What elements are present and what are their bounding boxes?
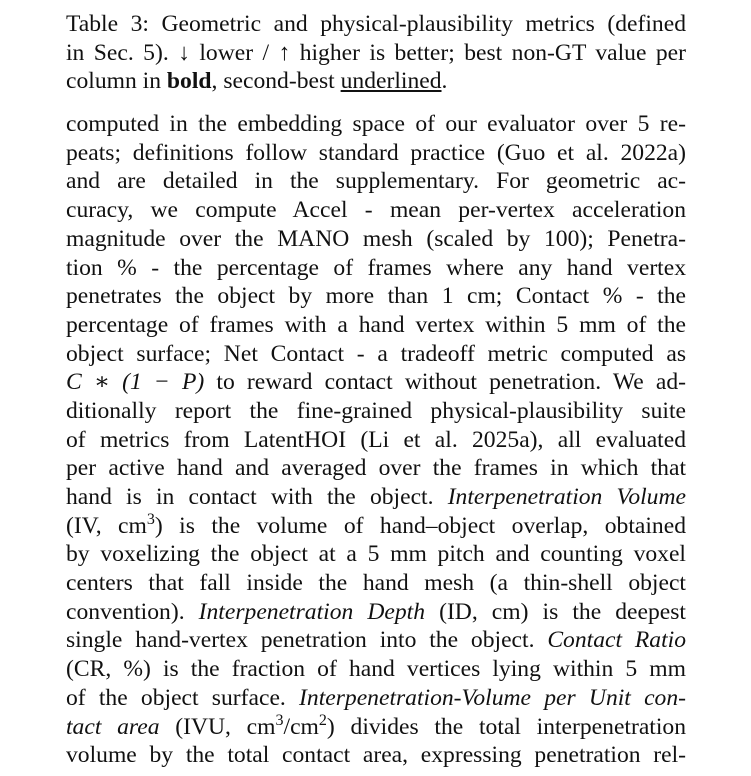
body-line: volume by the total contact area, expressing penetration rel-	[66, 742, 686, 769]
body-line	[66, 626, 686, 655]
caption-line: in Sec. 5). ↓ lower / ↑ higher is better; best non-GT value per	[66, 39, 686, 66]
term-ivu: Interpenetration-Volume per Unit con-	[299, 684, 686, 711]
body-text: hand is in contact with the object.	[66, 484, 448, 510]
body-line	[66, 483, 686, 512]
superscript: 3	[146, 510, 155, 528]
term-ivu-continued: tact area	[66, 713, 160, 740]
body-line	[66, 512, 686, 541]
paper-page	[66, 10, 686, 770]
table-caption	[66, 10, 686, 96]
caption-text: column in	[66, 68, 167, 95]
body-line	[66, 713, 686, 742]
body-line: and are detailed in the supplementary. For geometric ac-	[66, 168, 686, 195]
body-text: of the object surface.	[66, 684, 300, 711]
term-interpenetration-volume: Interpenetration Volume	[447, 484, 686, 510]
term-contact-ratio: Contact Ratio	[547, 627, 686, 654]
body-text: ) is the volume of hand–object overlap, obtained	[154, 512, 686, 539]
body-text: (IVU, cm	[159, 713, 276, 740]
body-line	[66, 598, 686, 627]
term-interpenetration-depth: Interpenetration Depth	[198, 598, 426, 625]
superscript: 3	[275, 711, 284, 729]
caption-line: Table 3: Geometric and physical-plausibility metrics (defined	[66, 11, 686, 37]
body-line: percentage of frames with a hand vertex within 5 mm of the	[66, 311, 686, 338]
body-text: (IV, cm	[66, 512, 147, 539]
body-line: computed in the embedding space of our evaluator over 5 re-	[66, 111, 686, 138]
body-line: by voxelizing the object at a 5 mm pitch and counting voxel	[66, 541, 686, 568]
body-line: object surface; Net Contact - a tradeoff metric computed as	[66, 340, 686, 367]
superscript: 2	[318, 711, 327, 729]
body-line	[66, 368, 686, 397]
caption-text: .	[441, 68, 448, 95]
net-contact-formula: C ∗ (1 − P)	[66, 369, 205, 396]
body-line: ditionally report the fine-grained physical-plausibility suite	[66, 397, 686, 424]
body-text: (ID, cm) is the deepest	[425, 598, 686, 625]
caption-text: , second-best	[211, 68, 341, 95]
caption-bold-word: bold	[166, 68, 212, 95]
body-line	[66, 684, 686, 713]
body-line: tion % - the percentage of frames where any hand vertex	[66, 254, 686, 281]
body-text: single hand-vertex penetration into the object.	[66, 627, 548, 654]
caption-underlined-word: underlined	[340, 68, 442, 95]
body-line: curacy, we compute Accel - mean per-vertex acceleration	[66, 197, 686, 224]
body-text: convention).	[66, 598, 199, 625]
body-paragraph	[66, 110, 686, 770]
body-line: per active hand and averaged over the frames in which that	[66, 455, 686, 482]
body-line: penetrates the object by more than 1 cm; Contact % - the	[66, 283, 686, 310]
body-line: centers that fall inside the hand mesh (a thin-shell object	[66, 570, 686, 597]
body-line: (CR, %) is the fraction of hand vertices lying within 5 mm	[66, 656, 686, 683]
caption-line	[66, 67, 686, 96]
body-line: peats; definitions follow standard practice (Guo et al. 2022a)	[66, 139, 686, 166]
body-line: magnitude over the MANO mesh (scaled by 100); Penetra-	[66, 225, 686, 252]
body-text: /cm	[283, 713, 319, 740]
body-line: of metrics from LatentHOI (Li et al. 2025a), all evaluated	[66, 426, 686, 453]
body-text: ) divides the total interpenetration	[326, 713, 687, 740]
body-text: to reward contact without penetration. We ad-	[204, 369, 686, 396]
